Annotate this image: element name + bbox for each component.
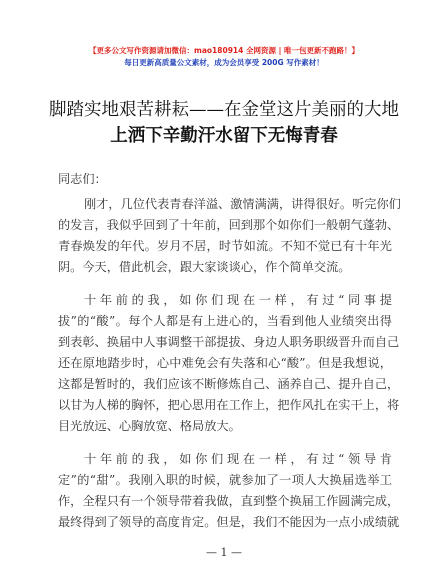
document-title-line-1: 脚踏实地艰苦耕耘——在金堂这片美丽的大地 [49, 100, 399, 120]
paragraph-2-line: 目光放远、心胸放宽、格局放大。 [58, 419, 241, 433]
page-number: — 1 — [206, 546, 242, 559]
paragraph-1-line: 阴。今天，借此机会，跟大家谈谈心，作个简单交流。 [58, 260, 351, 274]
paragraph-2-line: 拔”的“酸”。每个人都是有上进心的，当看到他人业绩突出得 [58, 314, 392, 328]
document-title-line-2: 上洒下辛勤汗水留下无悔青春 [110, 126, 338, 146]
paragraph-2-line: 十年前的我，如你们现在一样，有过“同事提 [84, 293, 392, 307]
promo-banner [0, 45, 448, 69]
paragraph-1-line: 刚才，几位代表青春洋溢、激情满满，讲得很好。听完你们 [84, 197, 401, 211]
paragraph-2-line: 以甘为人梯的胸怀，把心思用在工作上，把作风扎在实干上，将 [58, 398, 400, 412]
salutation: 同志们： [58, 172, 107, 186]
paragraph-1-line: 青春焕发的年代。岁月不居，时节如流。不知不觉已有十年光 [58, 239, 392, 253]
paragraph-3-line: 定”的“甜”。我刚入职的时候，就参加了一项人大换届选举工 [58, 473, 392, 487]
paragraph-1-line: 的发言，我似乎回到了十年前，回到那个如你们一般朝气蓬勃、 [58, 218, 400, 232]
paragraph-3-line: 作，全程只有一个领导带着我做，直到整个换届工作圆满完成， [58, 494, 400, 508]
paragraph-3-line: 最终得到了领导的高度肯定。但是，我们不能因为一点小成绩就 [58, 515, 400, 529]
paragraph-2-line: 这都是暂时的，我们应该不断修炼自己、涵养自己、提升自己， [58, 377, 400, 391]
promo-line-2: 每日更新高质量公文素材，成为会员享受 200G 写作素材！ [124, 58, 324, 67]
paragraph-3-line: 十年前的我，如你们现在一样，有过“领导肯 [84, 452, 392, 466]
promo-line-1: 【更多公文写作资源请加微信：mao180914 全网资源 | 唯一包更新不跑路！】 [89, 46, 359, 55]
paragraph-2-line: 到表彰、换届中人事调整干部提拔、身边人职务职级晋升而自己 [58, 335, 400, 349]
paragraph-2-line: 还在原地踏步时，心中难免会有失落和心“酸”。但是我想说， [58, 356, 392, 370]
